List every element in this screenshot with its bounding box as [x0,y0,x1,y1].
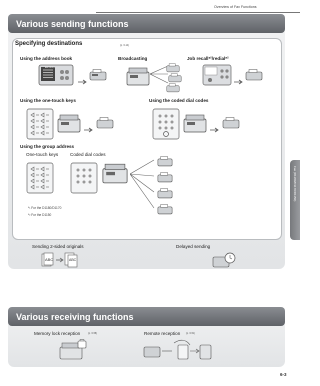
footnote-2: *² For the D1150 [28,213,52,217]
address-book-icon [38,64,74,86]
coded-dial-label: Using the coded dial codes [149,98,209,103]
side-tab-label: Fax (D1180/D1170/D1150) [293,166,297,202]
remote-reception-ref: (p. 6-51) [186,332,196,335]
memory-lock-label: Memory lock reception [34,331,81,336]
one-touch-label: Using the one-touch keys [20,98,76,103]
fax-machine-icon [166,80,180,98]
group-coded-panel-icon [70,162,98,199]
receiving-title: Various receiving functions [16,312,134,322]
footnote-1: *¹ For the D1180/D1170 [28,206,62,210]
fax-machine-icon [96,116,114,134]
arrow-icon [78,72,88,90]
destinations-ref: (p. 6-14) [120,44,130,47]
memory-lock-icon [58,339,88,366]
memory-lock-ref: (p. 6-58) [88,332,98,335]
fax-machine-icon [157,202,173,220]
delayed-label: Delayed sending [176,244,211,249]
sending-banner [8,14,285,33]
broadcast-lines-icon [130,156,160,221]
address-book-label: Using the address book [20,56,73,61]
address-book-display: ABCDEFG [45,67,55,69]
copier-icon [125,66,151,91]
copier-icon [100,162,130,189]
recall-keypad-icon [202,64,232,91]
fax-machine-icon [245,68,263,86]
receiving-banner [8,307,285,326]
group-one-touch-panel-icon [26,162,54,199]
two-sided-label: Sending 2-sided originals [32,244,84,249]
group-coded-label: Coded dial codes [70,152,106,157]
one-touch-panel-icon [26,108,54,145]
arrow-icon [210,120,220,138]
broadcasting-label: Broadcasting [118,56,148,61]
arrow-icon [234,72,244,90]
side-tab[interactable] [290,160,300,240]
group-one-touch-label: One-touch keys [26,152,59,157]
coded-dial-panel-icon [152,108,180,145]
group-address-label: Using the group address [20,144,75,149]
sending-title: Various sending functions [16,19,129,29]
copier-icon [182,113,208,138]
delayed-sending-icon [212,252,236,273]
svg-text:ABC: ABC [45,257,54,262]
page-number: 6-3 [280,372,287,377]
destinations-title: Specifying destinations [15,41,83,47]
fax-machine-icon [222,116,240,134]
svg-text:ABC: ABC [69,258,77,262]
fax-machine-icon [89,68,107,86]
page-header-title: Overview of Fax Functions [214,5,257,9]
remote-reception-icon [142,339,212,366]
two-sided-originals-icon [40,252,80,273]
header-rule [96,12,300,13]
remote-reception-label: Remote reception [144,331,181,336]
arrow-icon [84,120,94,138]
job-recall-label: Job recall*²/redial*² [187,56,229,61]
copier-icon [56,113,82,138]
